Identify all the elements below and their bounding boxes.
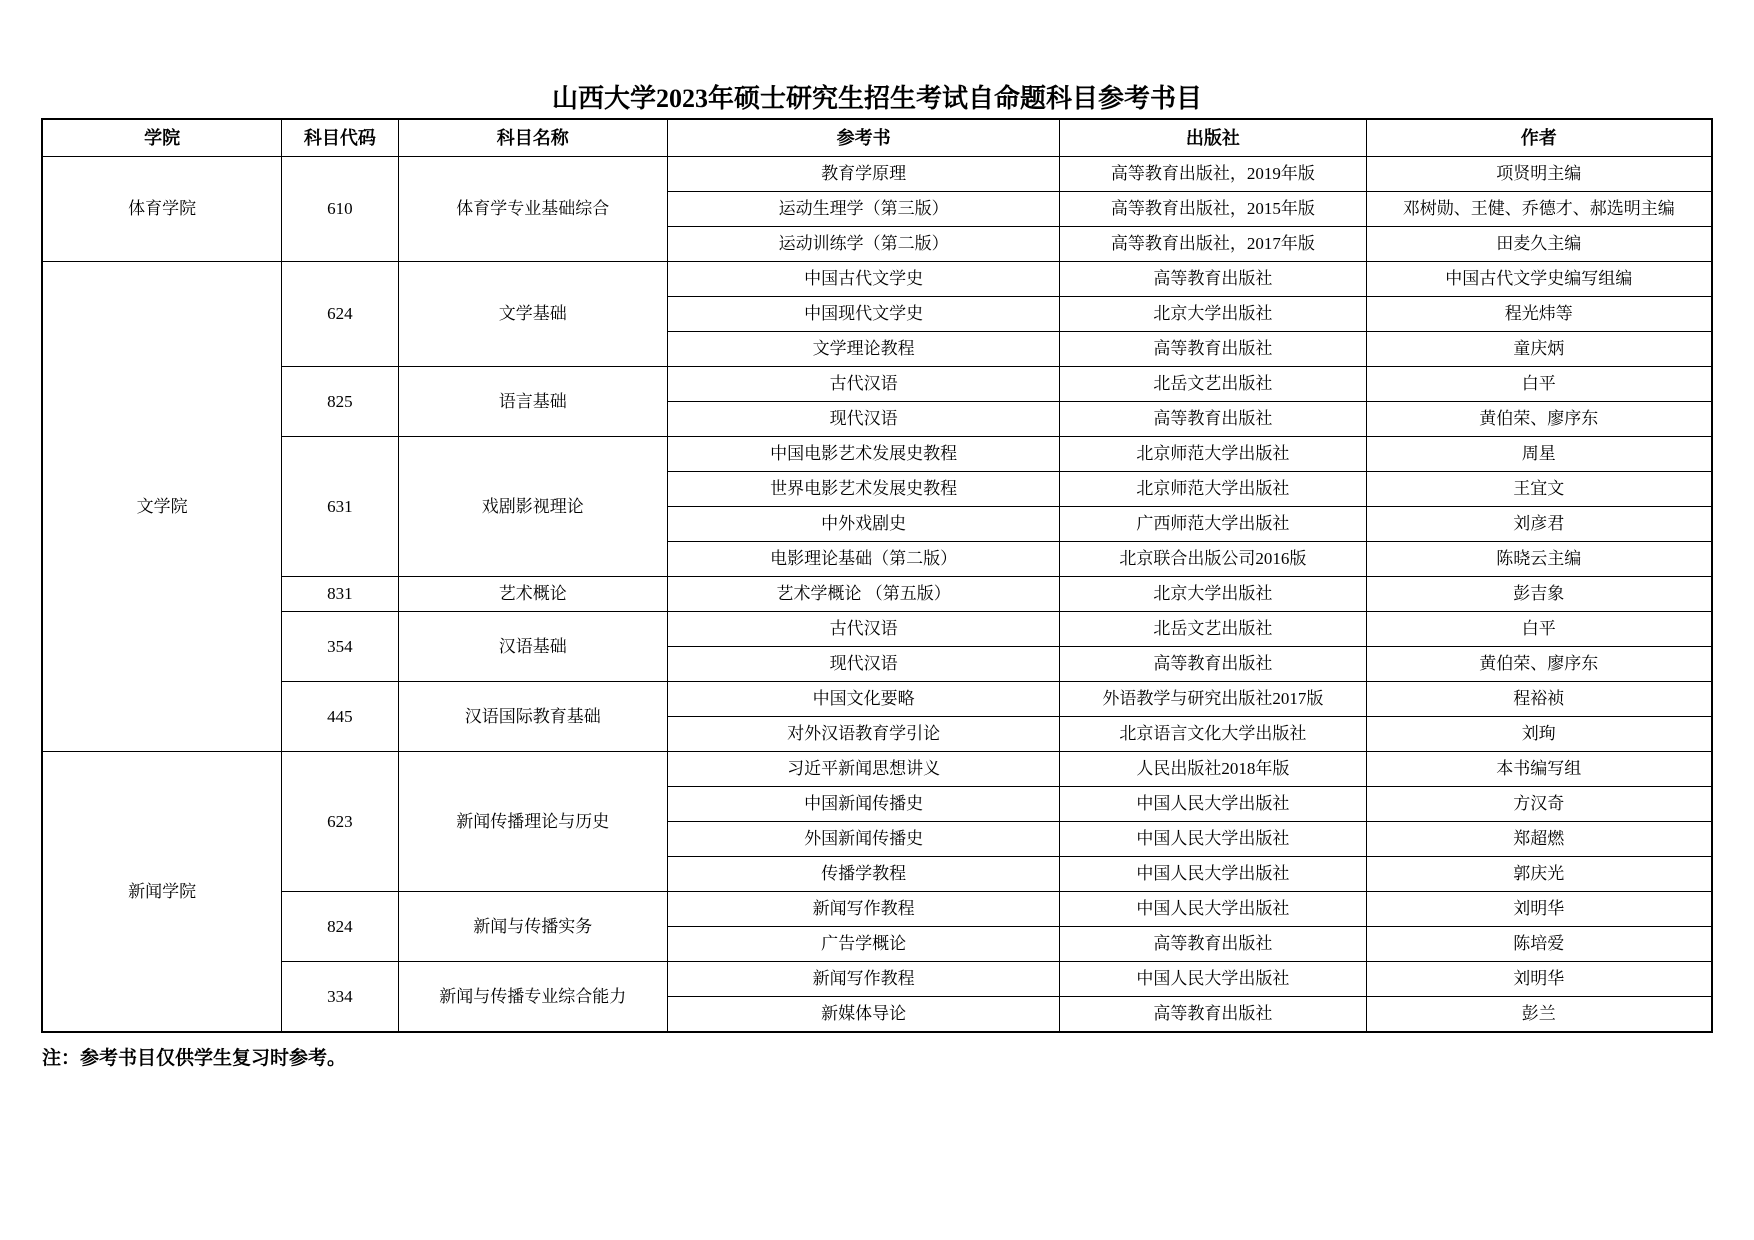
cell-book-title: 文学理论教程 — [667, 332, 1059, 367]
cell-subject-code: 445 — [282, 682, 398, 752]
cell-college: 文学院 — [42, 262, 282, 752]
table-row — [42, 577, 1712, 612]
cell-author: 郭庆光 — [1366, 857, 1712, 892]
table-row — [42, 892, 1712, 927]
table-row — [42, 612, 1712, 647]
cell-book-title: 广告学概论 — [667, 927, 1059, 962]
cell-author: 田麦久主编 — [1366, 227, 1712, 262]
cell-book-title: 新闻写作教程 — [667, 892, 1059, 927]
footer-note: 注：参考书目仅供学生复习时参考。 — [42, 1048, 347, 1069]
cell-book-title: 运动生理学（第三版） — [667, 192, 1059, 227]
cell-subject-name: 新闻与传播实务 — [398, 892, 667, 962]
cell-author: 中国古代文学史编写组编 — [1366, 262, 1712, 297]
cell-author: 郑超燃 — [1366, 822, 1712, 857]
cell-book-title: 对外汉语教育学引论 — [667, 717, 1059, 752]
cell-author: 周星 — [1366, 437, 1712, 472]
table-row — [42, 752, 1712, 787]
column-header-code: 科目代码 — [282, 119, 398, 157]
cell-book-title: 中国电影艺术发展史教程 — [667, 437, 1059, 472]
cell-book-title: 中外戏剧史 — [667, 507, 1059, 542]
cell-college: 新闻学院 — [42, 752, 282, 1033]
cell-author: 刘明华 — [1366, 962, 1712, 997]
cell-subject-code: 624 — [282, 262, 398, 367]
cell-author: 黄伯荣、廖序东 — [1366, 647, 1712, 682]
cell-book-title: 中国古代文学史 — [667, 262, 1059, 297]
cell-book-title: 现代汉语 — [667, 647, 1059, 682]
cell-author: 本书编写组 — [1366, 752, 1712, 787]
cell-author: 邓树勋、王健、乔德才、郝选明主编 — [1366, 192, 1712, 227]
cell-subject-code: 354 — [282, 612, 398, 682]
cell-book-title: 古代汉语 — [667, 367, 1059, 402]
column-header-college: 学院 — [42, 119, 282, 157]
cell-publisher: 中国人民大学出版社 — [1060, 787, 1366, 822]
cell-publisher: 中国人民大学出版社 — [1060, 822, 1366, 857]
cell-publisher: 北京师范大学出版社 — [1060, 437, 1366, 472]
cell-publisher: 外语教学与研究出版社2017版 — [1060, 682, 1366, 717]
cell-book-title: 外国新闻传播史 — [667, 822, 1059, 857]
cell-book-title: 古代汉语 — [667, 612, 1059, 647]
cell-publisher: 中国人民大学出版社 — [1060, 857, 1366, 892]
table-row — [42, 262, 1712, 297]
column-header-book: 参考书 — [667, 119, 1059, 157]
cell-publisher: 高等教育出版社，2017年版 — [1060, 227, 1366, 262]
cell-subject-name: 体育学专业基础综合 — [398, 157, 667, 262]
cell-subject-code: 623 — [282, 752, 398, 892]
cell-author: 程光炜等 — [1366, 297, 1712, 332]
cell-publisher: 北京联合出版公司2016版 — [1060, 542, 1366, 577]
cell-subject-name: 文学基础 — [398, 262, 667, 367]
cell-author: 黄伯荣、廖序东 — [1366, 402, 1712, 437]
cell-book-title: 中国新闻传播史 — [667, 787, 1059, 822]
table-body — [42, 157, 1712, 1033]
cell-subject-code: 824 — [282, 892, 398, 962]
column-header-author: 作者 — [1366, 119, 1712, 157]
table-row — [42, 157, 1712, 192]
cell-publisher: 北岳文艺出版社 — [1060, 612, 1366, 647]
cell-subject-code: 831 — [282, 577, 398, 612]
table-row — [42, 682, 1712, 717]
table-header-row — [42, 119, 1712, 157]
cell-book-title: 新闻写作教程 — [667, 962, 1059, 997]
cell-publisher: 高等教育出版社 — [1060, 647, 1366, 682]
cell-publisher: 高等教育出版社 — [1060, 927, 1366, 962]
cell-book-title: 艺术学概论 （第五版） — [667, 577, 1059, 612]
cell-subject-name: 戏剧影视理论 — [398, 437, 667, 577]
cell-author: 程裕祯 — [1366, 682, 1712, 717]
cell-publisher: 高等教育出版社 — [1060, 997, 1366, 1033]
cell-author: 刘彦君 — [1366, 507, 1712, 542]
reference-book-table — [41, 118, 1713, 1033]
cell-publisher: 广西师范大学出版社 — [1060, 507, 1366, 542]
column-header-subject: 科目名称 — [398, 119, 667, 157]
cell-subject-name: 新闻传播理论与历史 — [398, 752, 667, 892]
cell-publisher: 高等教育出版社 — [1060, 262, 1366, 297]
cell-publisher: 北京大学出版社 — [1060, 577, 1366, 612]
table-row — [42, 367, 1712, 402]
cell-subject-name: 新闻与传播专业综合能力 — [398, 962, 667, 1033]
cell-publisher: 高等教育出版社 — [1060, 332, 1366, 367]
cell-author: 刘珣 — [1366, 717, 1712, 752]
cell-book-title: 中国文化要略 — [667, 682, 1059, 717]
cell-author: 白平 — [1366, 612, 1712, 647]
cell-book-title: 现代汉语 — [667, 402, 1059, 437]
cell-author: 陈晓云主编 — [1366, 542, 1712, 577]
cell-publisher: 高等教育出版社，2019年版 — [1060, 157, 1366, 192]
column-header-publisher: 出版社 — [1060, 119, 1366, 157]
cell-publisher: 高等教育出版社 — [1060, 402, 1366, 437]
cell-publisher: 中国人民大学出版社 — [1060, 962, 1366, 997]
cell-book-title: 教育学原理 — [667, 157, 1059, 192]
cell-subject-code: 610 — [282, 157, 398, 262]
cell-college: 体育学院 — [42, 157, 282, 262]
cell-subject-name: 汉语基础 — [398, 612, 667, 682]
cell-book-title: 传播学教程 — [667, 857, 1059, 892]
cell-book-title: 中国现代文学史 — [667, 297, 1059, 332]
table-row — [42, 437, 1712, 472]
cell-author: 童庆炳 — [1366, 332, 1712, 367]
cell-author: 方汉奇 — [1366, 787, 1712, 822]
table-row — [42, 962, 1712, 997]
cell-author: 项贤明主编 — [1366, 157, 1712, 192]
cell-author: 陈培爱 — [1366, 927, 1712, 962]
cell-book-title: 习近平新闻思想讲义 — [667, 752, 1059, 787]
cell-author: 彭兰 — [1366, 997, 1712, 1033]
cell-publisher: 人民出版社2018年版 — [1060, 752, 1366, 787]
cell-publisher: 高等教育出版社，2015年版 — [1060, 192, 1366, 227]
cell-subject-code: 631 — [282, 437, 398, 577]
cell-subject-code: 825 — [282, 367, 398, 437]
cell-subject-name: 汉语国际教育基础 — [398, 682, 667, 752]
cell-publisher: 北京大学出版社 — [1060, 297, 1366, 332]
cell-subject-code: 334 — [282, 962, 398, 1033]
cell-subject-name: 艺术概论 — [398, 577, 667, 612]
cell-book-title: 新媒体导论 — [667, 997, 1059, 1033]
page-title: 山西大学2023年硕士研究生招生考试自命题科目参考书目 — [551, 84, 1202, 113]
cell-book-title: 电影理论基础（第二版） — [667, 542, 1059, 577]
cell-book-title: 世界电影艺术发展史教程 — [667, 472, 1059, 507]
cell-book-title: 运动训练学（第二版） — [667, 227, 1059, 262]
cell-author: 彭吉象 — [1366, 577, 1712, 612]
cell-author: 白平 — [1366, 367, 1712, 402]
cell-publisher: 北京语言文化大学出版社 — [1060, 717, 1366, 752]
cell-subject-name: 语言基础 — [398, 367, 667, 437]
cell-author: 王宜文 — [1366, 472, 1712, 507]
cell-publisher: 北岳文艺出版社 — [1060, 367, 1366, 402]
cell-author: 刘明华 — [1366, 892, 1712, 927]
cell-publisher: 北京师范大学出版社 — [1060, 472, 1366, 507]
cell-publisher: 中国人民大学出版社 — [1060, 892, 1366, 927]
